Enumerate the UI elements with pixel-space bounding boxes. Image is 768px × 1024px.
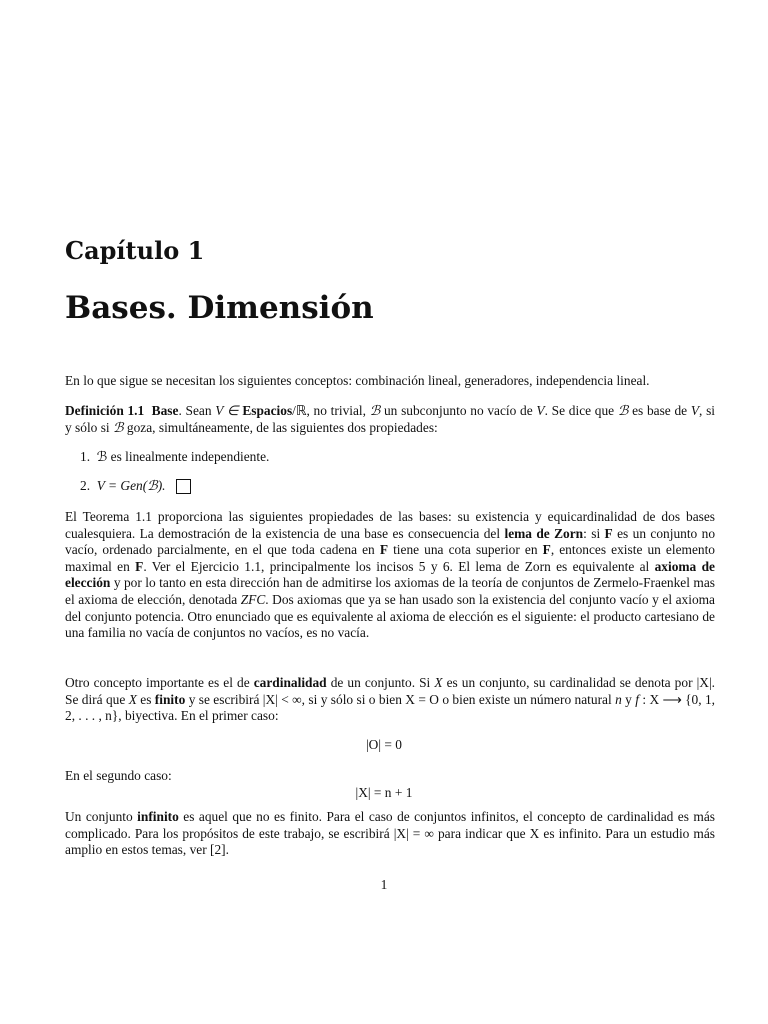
definition-text: , si y sólo si: [65, 403, 716, 435]
lema-zorn-term: lema de Zorn: [504, 525, 584, 541]
math-abs-x: |X|: [696, 675, 712, 690]
math-f: F: [604, 525, 613, 541]
finito-term: finito: [154, 691, 186, 707]
math-f: F: [379, 542, 388, 558]
property-number: 2.: [80, 478, 91, 493]
espacios-term: Espacios: [242, 403, 293, 418]
property-item: [80, 449, 269, 465]
cardinalidad-term: cardinalidad: [253, 675, 327, 690]
definition-text: goza, simultáneamente, de las siguientes dos propiedades:: [123, 419, 438, 435]
chapter-title: Bases. Dimensión: [65, 290, 374, 326]
math-b: ℬ: [113, 419, 124, 435]
property-text: V = Gen(ℬ).: [96, 478, 166, 493]
paragraph-text: . Se dirá que: [65, 675, 715, 707]
definition-text: un subconjunto no vacío de: [380, 403, 537, 418]
page-number: 1: [380, 877, 388, 892]
equation-finite-cardinality: |X| = n + 1: [355, 785, 413, 800]
paragraph-text: : si: [583, 525, 605, 541]
math-x: X: [128, 691, 137, 707]
infinito-term: infinito: [137, 809, 179, 824]
property-number: 1.: [80, 449, 91, 464]
definition-text: /ℝ, no trivial,: [292, 403, 370, 418]
definition-text: . Sean: [178, 403, 216, 418]
cardinality-paragraph: [65, 675, 715, 725]
paragraph-text: de un conjunto. Si: [326, 675, 435, 690]
paragraph-text: es aquel que no es finito. Para el caso de conjuntos infinitos, el concepto de cardinalidad es más complicado. Para los propósitos de este trabajo, se escribirá |X| = ∞ para indicar que X es infinito. Para un estudio más amplio en estos temas, ver [2].: [65, 809, 715, 858]
math-f: F: [135, 558, 144, 574]
paragraph-text: . Ver el Ejercicio 1.1, principalmente los incisos 5 y 6. El lema de Zorn es equivalente al: [143, 558, 655, 574]
paragraph-text: y: [621, 691, 636, 707]
paragraph-text: y por lo tanto en esta dirección han de admitirse los axiomas de la teoría de conjuntos de Zermelo-Fraenkel mas el axioma de elección, denotada: [65, 575, 715, 607]
paragraph-text: es un conjunto, su cardinalidad se denota por: [442, 675, 697, 690]
definition-term: Base: [151, 403, 179, 418]
infinite-paragraph: [65, 809, 715, 859]
property-item: [80, 478, 191, 494]
qed-square-icon: [176, 479, 191, 494]
definition-paragraph: [65, 403, 715, 436]
paragraph-text: , entonces existe un elemento maximal en: [65, 542, 715, 574]
math-n: n: [615, 691, 622, 707]
paragraph-text: Un conjunto: [65, 809, 138, 824]
chapter-label: Capítulo 1: [65, 236, 205, 265]
property-text: ℬ es linealmente independiente.: [96, 449, 270, 464]
zorn-paragraph: [65, 509, 715, 642]
math-f-function: f: [635, 691, 639, 707]
equation-empty-cardinality: |O| = 0: [366, 737, 402, 752]
math-x: X: [434, 675, 443, 690]
definition-text: . Se dice que: [544, 403, 618, 418]
definition-heading: Definición 1.1: [65, 403, 145, 418]
second-case-text: En el segundo caso:: [65, 768, 172, 783]
axioma-eleccion-term: axioma de elección: [65, 558, 715, 591]
math-v-in: V ∈: [215, 403, 243, 418]
math-f: F: [542, 542, 551, 558]
math-v: V: [690, 403, 700, 418]
paragraph-text: El Teorema 1.1 proporciona las siguientes propiedades de las bases: su existencia y equicardinalidad de dos bases cualesquiera. La demostración de la existencia de una base es consecuencia del: [65, 509, 715, 541]
paragraph-text: y se escribirá |X| < ∞, si y sólo si o bien X = O o bien existe un número natural: [185, 691, 616, 707]
paragraph-text: . Dos axiomas que ya se han usado son la existencia del conjunto vacío y el axioma del conjunto potencia. Otro enunciado que es equivalente al axioma de elección es el siguiente: el producto cartesiano de una familia no vacía de conjuntos no vacíos, es no vacía.: [65, 591, 715, 641]
paragraph-text: es un conjunto no vacío, ordenado parcialmente, en el que toda cadena en: [65, 525, 716, 558]
paragraph-text: es: [136, 691, 155, 707]
paragraph-text: tiene una cota superior en: [388, 542, 543, 558]
definition-text: es base de: [628, 403, 691, 418]
math-zfc: ZFC: [240, 591, 266, 607]
paragraph-text: Otro concepto importante es el de: [65, 675, 254, 690]
math-v: V: [536, 403, 545, 418]
paragraph-text: : X ⟶ {0, 1, 2, . . . , n}, biyectiva. En el primer caso:: [65, 691, 716, 724]
intro-paragraph: En lo que sigue se necesitan los siguientes conceptos: combinación lineal, generadores, independencia lineal.: [65, 373, 650, 388]
math-b: ℬ: [369, 403, 381, 418]
math-b: ℬ: [617, 403, 629, 418]
